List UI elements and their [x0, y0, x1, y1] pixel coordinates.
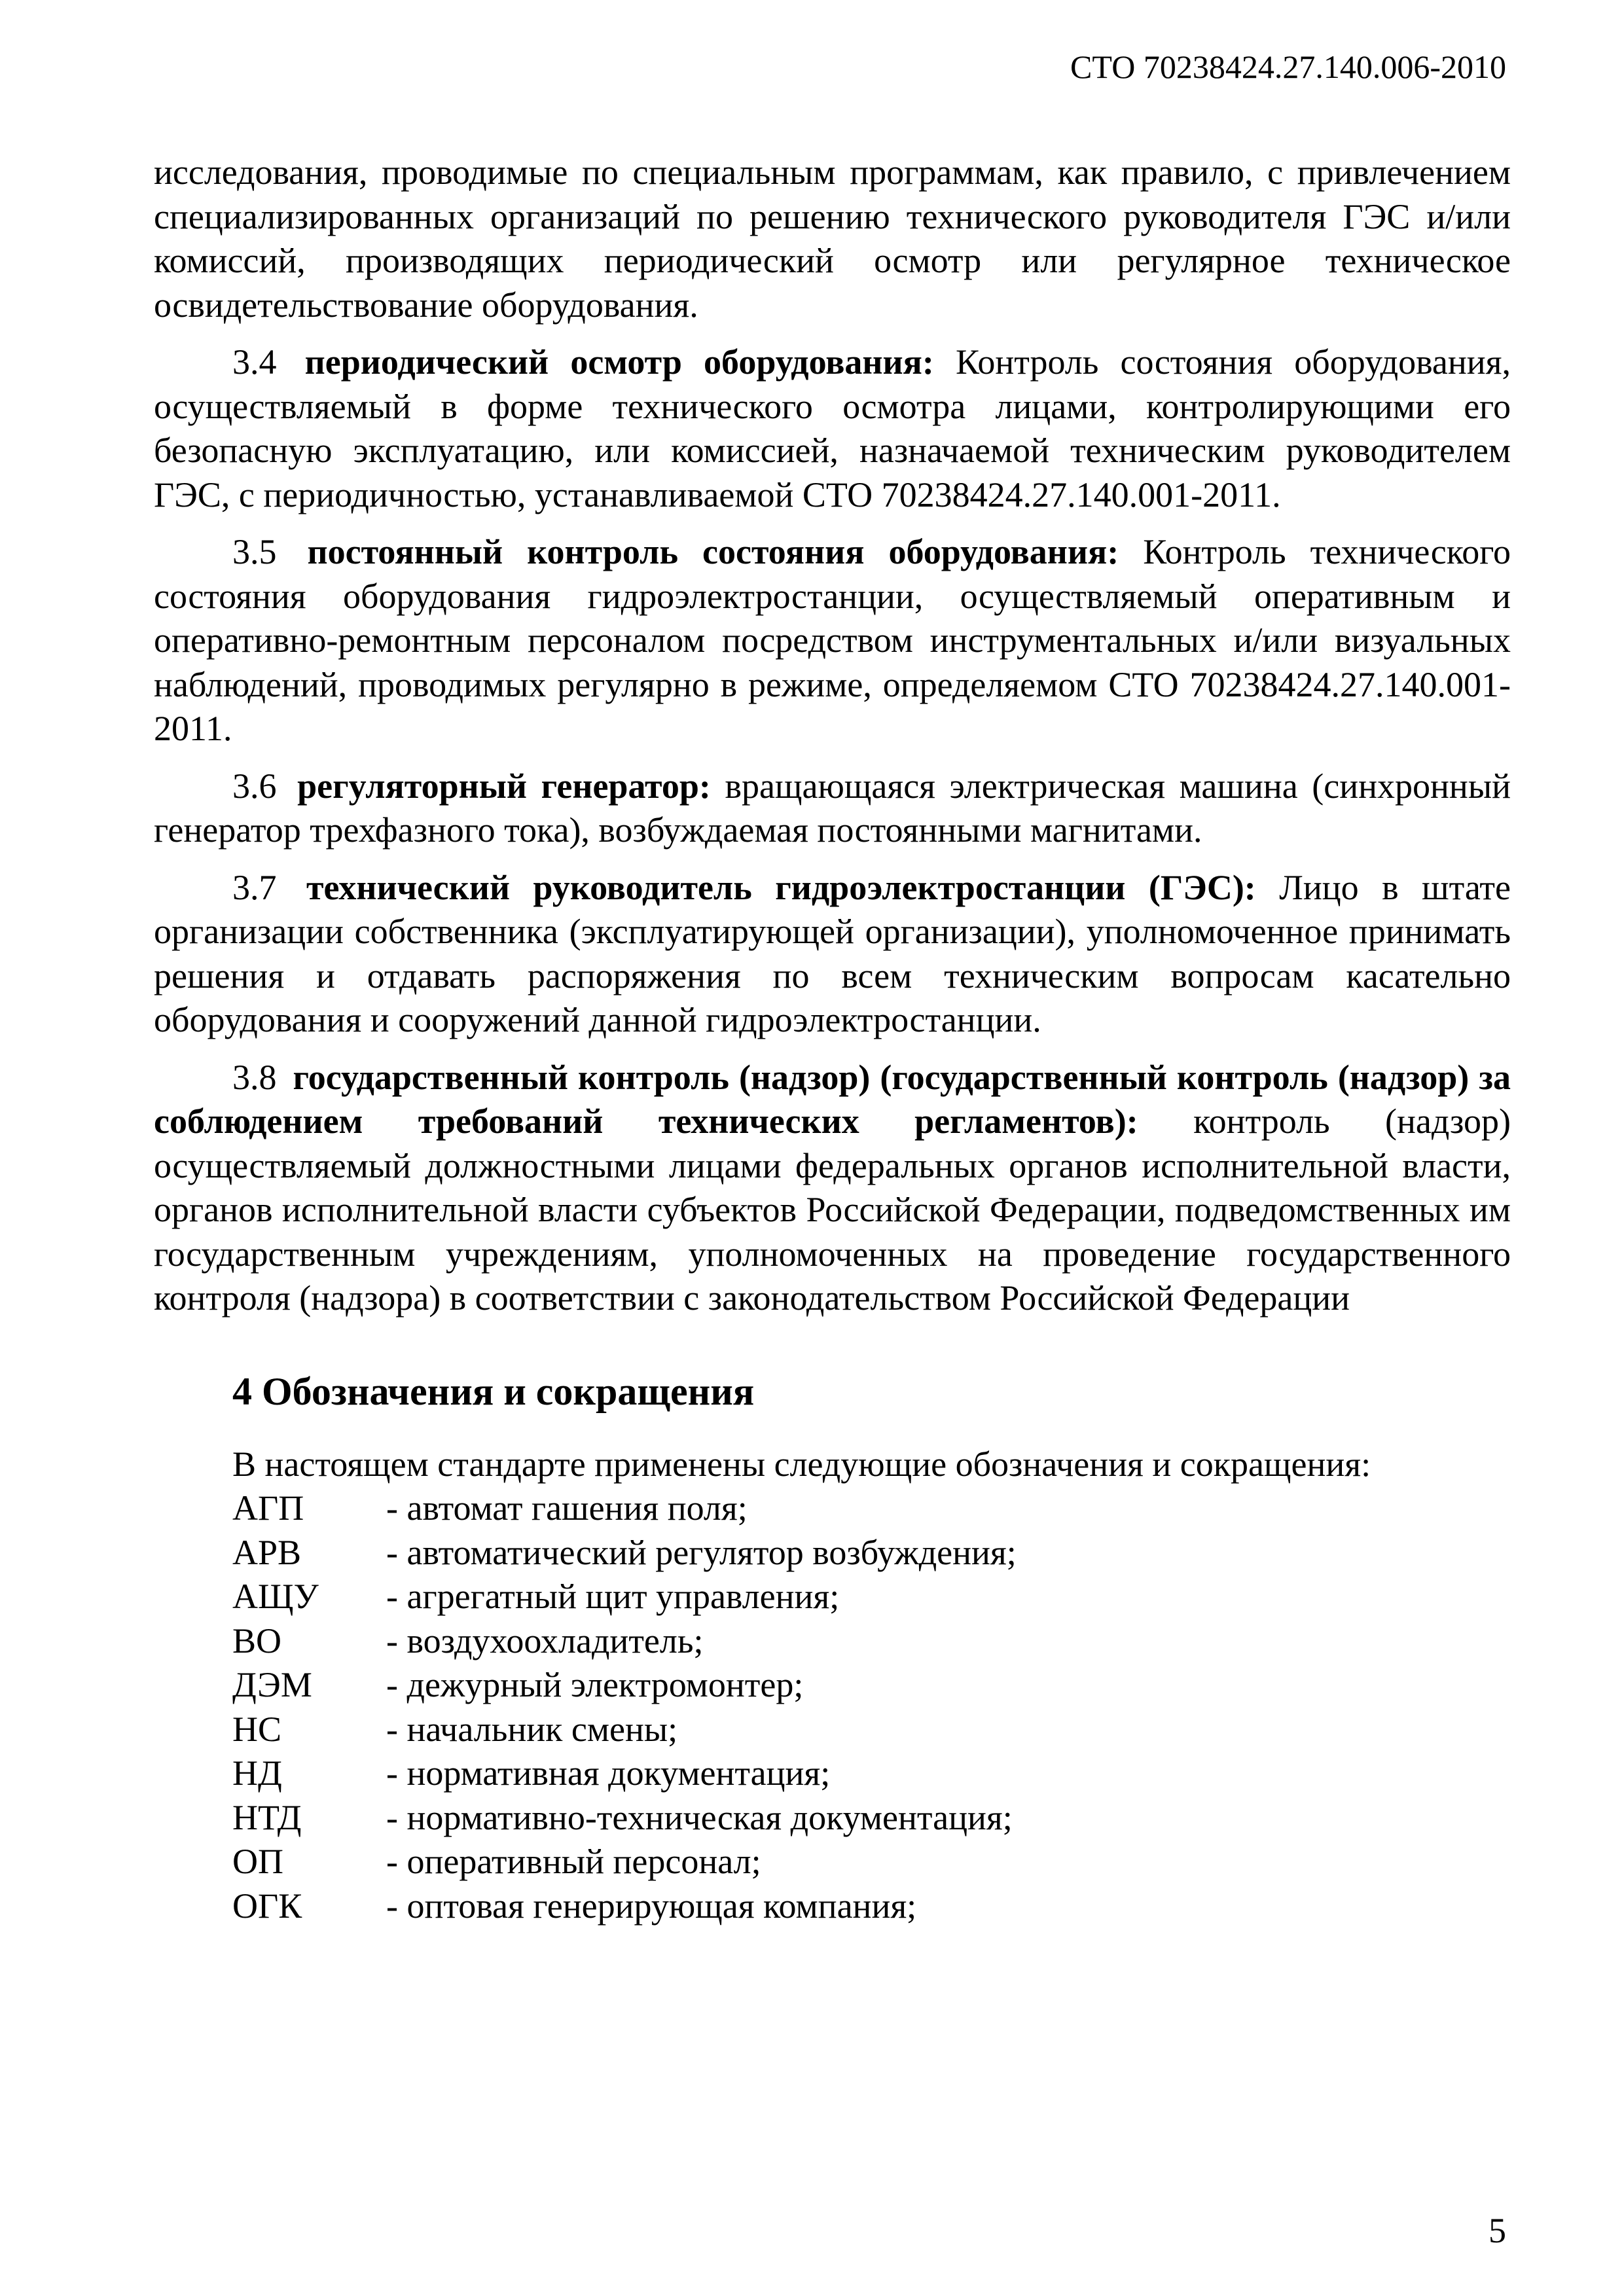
clause-number: 3.4 — [232, 342, 277, 382]
document-id-header: СТО 70238424.27.140.006-2010 — [1070, 48, 1506, 85]
clause-number: 3.6 — [232, 766, 277, 806]
abbreviation-code: ОГК — [232, 1886, 302, 1926]
abbreviation-item — [232, 1884, 1511, 1929]
abbreviation-definition: - автомат гашения поля; — [386, 1488, 748, 1528]
abbreviation-item — [232, 1751, 1511, 1796]
abbreviation-definition: - оптовая генерирующая компания; — [386, 1886, 917, 1926]
definition-text: Лицо в штате организации собственника (эксплуатирующей организации), уполномоченное принимать решения и отдавать распоряжения по всем техническим вопросам касательно оборудования и сооружений данной гидроэлектростанции. — [154, 867, 1511, 1039]
defined-term: государственный контроль (надзор) (государственный контроль (надзор) за соблюдением требований технических регламентов): — [154, 1057, 1511, 1141]
definition-3-5 — [154, 530, 1511, 751]
abbreviation-code: ДЭМ — [232, 1665, 312, 1704]
clause-number: 3.5 — [232, 532, 277, 571]
section-intro: В настоящем стандарте применены следующие обозначения и сокращения: — [232, 1444, 1371, 1484]
abbreviation-definition: - нормативная документация; — [386, 1753, 831, 1793]
abbreviation-list — [232, 1486, 1511, 1928]
abbreviation-code: АРВ — [232, 1532, 302, 1572]
definition-3-6 — [154, 764, 1511, 853]
definition-3-8 — [154, 1056, 1511, 1321]
page-number: 5 — [1489, 2211, 1506, 2250]
abbreviation-definition: - дежурный электромонтер; — [386, 1665, 804, 1704]
abbreviation-item — [232, 1486, 1511, 1531]
clause-number: 3.7 — [232, 867, 277, 907]
abbreviation-item — [232, 1796, 1511, 1840]
abbreviation-item — [232, 1708, 1511, 1752]
abbreviation-definition: - агрегатный щит управления; — [386, 1577, 840, 1616]
abbreviation-definition: - оперативный персонал; — [386, 1842, 761, 1881]
abbreviation-definition: - автоматический регулятор возбуждения; — [386, 1532, 1017, 1572]
defined-term: технический руководитель гидроэлектростанции (ГЭС): — [306, 867, 1256, 907]
abbreviation-code: АЩУ — [232, 1577, 319, 1616]
definition-text: вращающаяся электрическая машина (синхронный генератор трехфазного тока), возбуждаемая постоянными магнитами. — [154, 766, 1511, 850]
definition-3-4 — [154, 340, 1511, 517]
abbreviation-item — [232, 1619, 1511, 1664]
abbreviation-item — [232, 1663, 1511, 1708]
abbreviation-code: НС — [232, 1709, 282, 1749]
abbreviation-item — [232, 1575, 1511, 1619]
defined-term: регуляторный генератор: — [297, 766, 711, 806]
clause-number: 3.8 — [232, 1057, 277, 1097]
definition-text: контроль (надзор) осуществляемый должностными лицами федеральных органов исполнительной власти, органов исполнительной власти субъектов Российской Федерации, подведомственных им государственным учреждениям, уполномоченных на проведение государственного контроля (надзора) в соответствии с законодательством Российской Федерации — [154, 1102, 1511, 1318]
abbreviation-item — [232, 1531, 1511, 1575]
definition-3-7 — [154, 866, 1511, 1043]
abbreviation-code: НТД — [232, 1797, 302, 1837]
paragraph-text: исследования, проводимые по специальным программам, как правило, с привлечением специализированных организаций по решению технического руководителя ГЭС и/или комиссий, производящих периодический осмотр или регулярное техническое освидетельствование оборудования. — [154, 152, 1511, 325]
abbreviation-definition: - воздухоохладитель; — [386, 1621, 704, 1660]
abbreviation-definition: - начальник смены; — [386, 1709, 678, 1749]
abbreviation-item — [232, 1840, 1511, 1884]
abbreviation-code: ОП — [232, 1842, 283, 1881]
abbreviation-code: ВО — [232, 1621, 282, 1660]
abbreviation-definition: - нормативно-техническая документация; — [386, 1797, 1013, 1837]
paragraph-continuation — [154, 151, 1511, 327]
abbreviation-code: АГП — [232, 1488, 304, 1528]
defined-term: постоянный контроль состояния оборудования: — [307, 532, 1119, 571]
defined-term: периодический осмотр оборудования: — [304, 342, 934, 382]
definition-text: Контроль состояния оборудования, осуществляемый в форме технического осмотра лицами, контролирующими его безопасную эксплуатацию, или комиссией, назначаемой техническим руководителем ГЭС, с периодичностью, устанавливаемой СТО 70238424.27.140.001-2011. — [154, 342, 1511, 514]
definition-text: Контроль технического состояния оборудования гидроэлектростанции, осуществляемый оперативным и оперативно-ремонтным персоналом посредством инструментальных и/или визуальных наблюдений, проводимых регулярно в режиме, определяемом СТО 70238424.27.140.001-2011. — [154, 532, 1511, 748]
abbreviation-code: НД — [232, 1753, 282, 1793]
section-title: 4 Обозначения и сокращения — [232, 1369, 755, 1413]
page-content — [154, 151, 1511, 1928]
